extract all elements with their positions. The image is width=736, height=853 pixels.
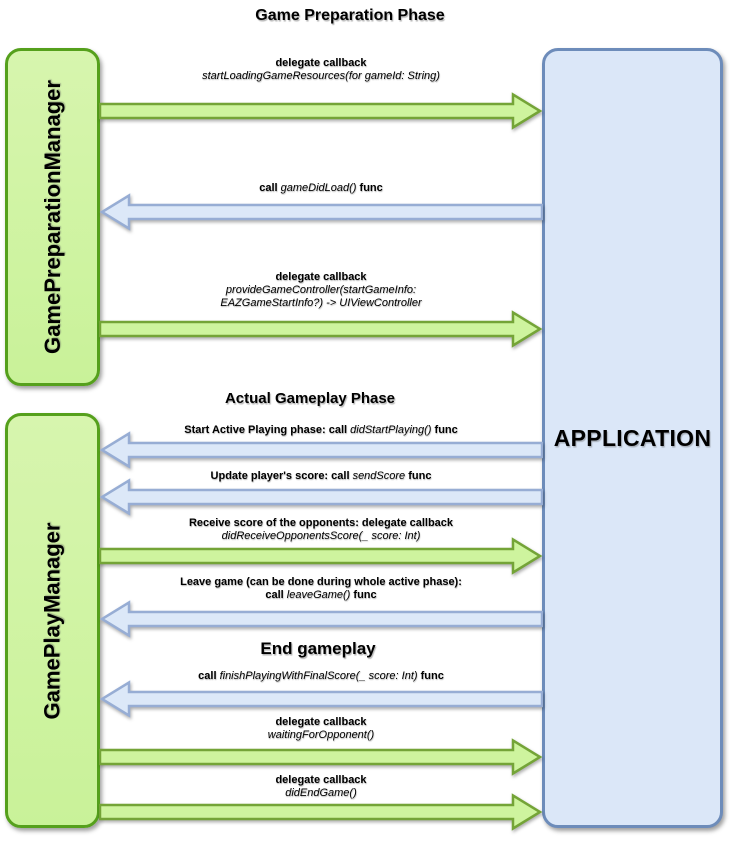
label-segment: func (405, 470, 432, 482)
label-line (100, 271, 542, 284)
label-segment: func (417, 670, 444, 682)
box-game-play-manager (5, 413, 100, 828)
label-segment: waitingForOpponent() (267, 729, 375, 741)
arrow-did-end-game (99, 792, 543, 832)
label-segment: finishPlayingWithFinalScore(_ score: Int) (219, 670, 418, 682)
label-line (100, 716, 542, 729)
label-line (100, 284, 542, 297)
label-line (100, 774, 542, 787)
label-segment: Leave game (can be done during whole active phase): (180, 576, 462, 588)
label-segment: didReceiveOpponentsScore(_ score: Int) (221, 530, 421, 542)
arrow-start-loading-resources (99, 91, 543, 131)
label-line (100, 576, 542, 589)
arrow-did-receive-opponents-score (99, 536, 543, 576)
label-segment: delegate callback (275, 774, 367, 786)
label-segment: startLoadingGameResources(for gameId: String) (202, 70, 440, 82)
heading-actual-gameplay-phase: Actual Gameplay Phase (224, 390, 396, 407)
label-line (100, 70, 542, 83)
label-line (100, 57, 542, 70)
label-segment: call (265, 589, 287, 601)
label-segment: Update player's score: call (210, 470, 353, 482)
arrow-provide-game-controller (99, 309, 543, 349)
arrow-did-start-playing (99, 430, 543, 470)
label-segment: sendScore (352, 470, 406, 482)
arrow-finish-playing (99, 679, 543, 719)
label-segment: call (198, 670, 220, 682)
arrow-send-score (99, 477, 543, 517)
label-segment: delegate callback (275, 271, 367, 283)
arrow-label-start-loading-resources (100, 57, 542, 83)
label-segment: leaveGame() (286, 589, 351, 601)
heading-end-gameplay: End gameplay (260, 639, 376, 658)
label-segment: delegate callback (275, 716, 367, 728)
arrow-label-provide-game-controller (100, 271, 542, 310)
arrow-game-did-load (99, 192, 543, 232)
label-segment: provideGameController(startGameInfo: (225, 284, 417, 296)
label-segment: didEndGame() (285, 787, 357, 799)
label-segment: func (350, 589, 377, 601)
label-segment: func (431, 424, 458, 436)
application-label: APPLICATION (553, 424, 712, 451)
label-segment: Receive score of the opponents: delegate callback (188, 517, 454, 529)
game-preparation-manager-label: GamePreparationManager (39, 80, 65, 354)
heading-game-preparation-phase: Game Preparation Phase (255, 7, 445, 24)
label-segment: didStartPlaying() (350, 424, 432, 436)
box-application (542, 48, 723, 828)
arrow-leave-game (99, 599, 543, 639)
box-game-preparation-manager (5, 48, 100, 386)
label-segment: call (259, 182, 281, 194)
label-segment: Start Active Playing phase: call (184, 424, 351, 436)
label-segment: EAZGameStartInfo?) -> UIViewController (220, 297, 422, 309)
game-play-manager-label: GamePlayManager (39, 522, 65, 719)
arrow-waiting-for-opponent (99, 737, 543, 777)
label-segment: delegate callback (275, 57, 367, 69)
label-segment: gameDidLoad() (280, 182, 357, 194)
label-line (100, 517, 542, 530)
label-segment: func (356, 182, 383, 194)
